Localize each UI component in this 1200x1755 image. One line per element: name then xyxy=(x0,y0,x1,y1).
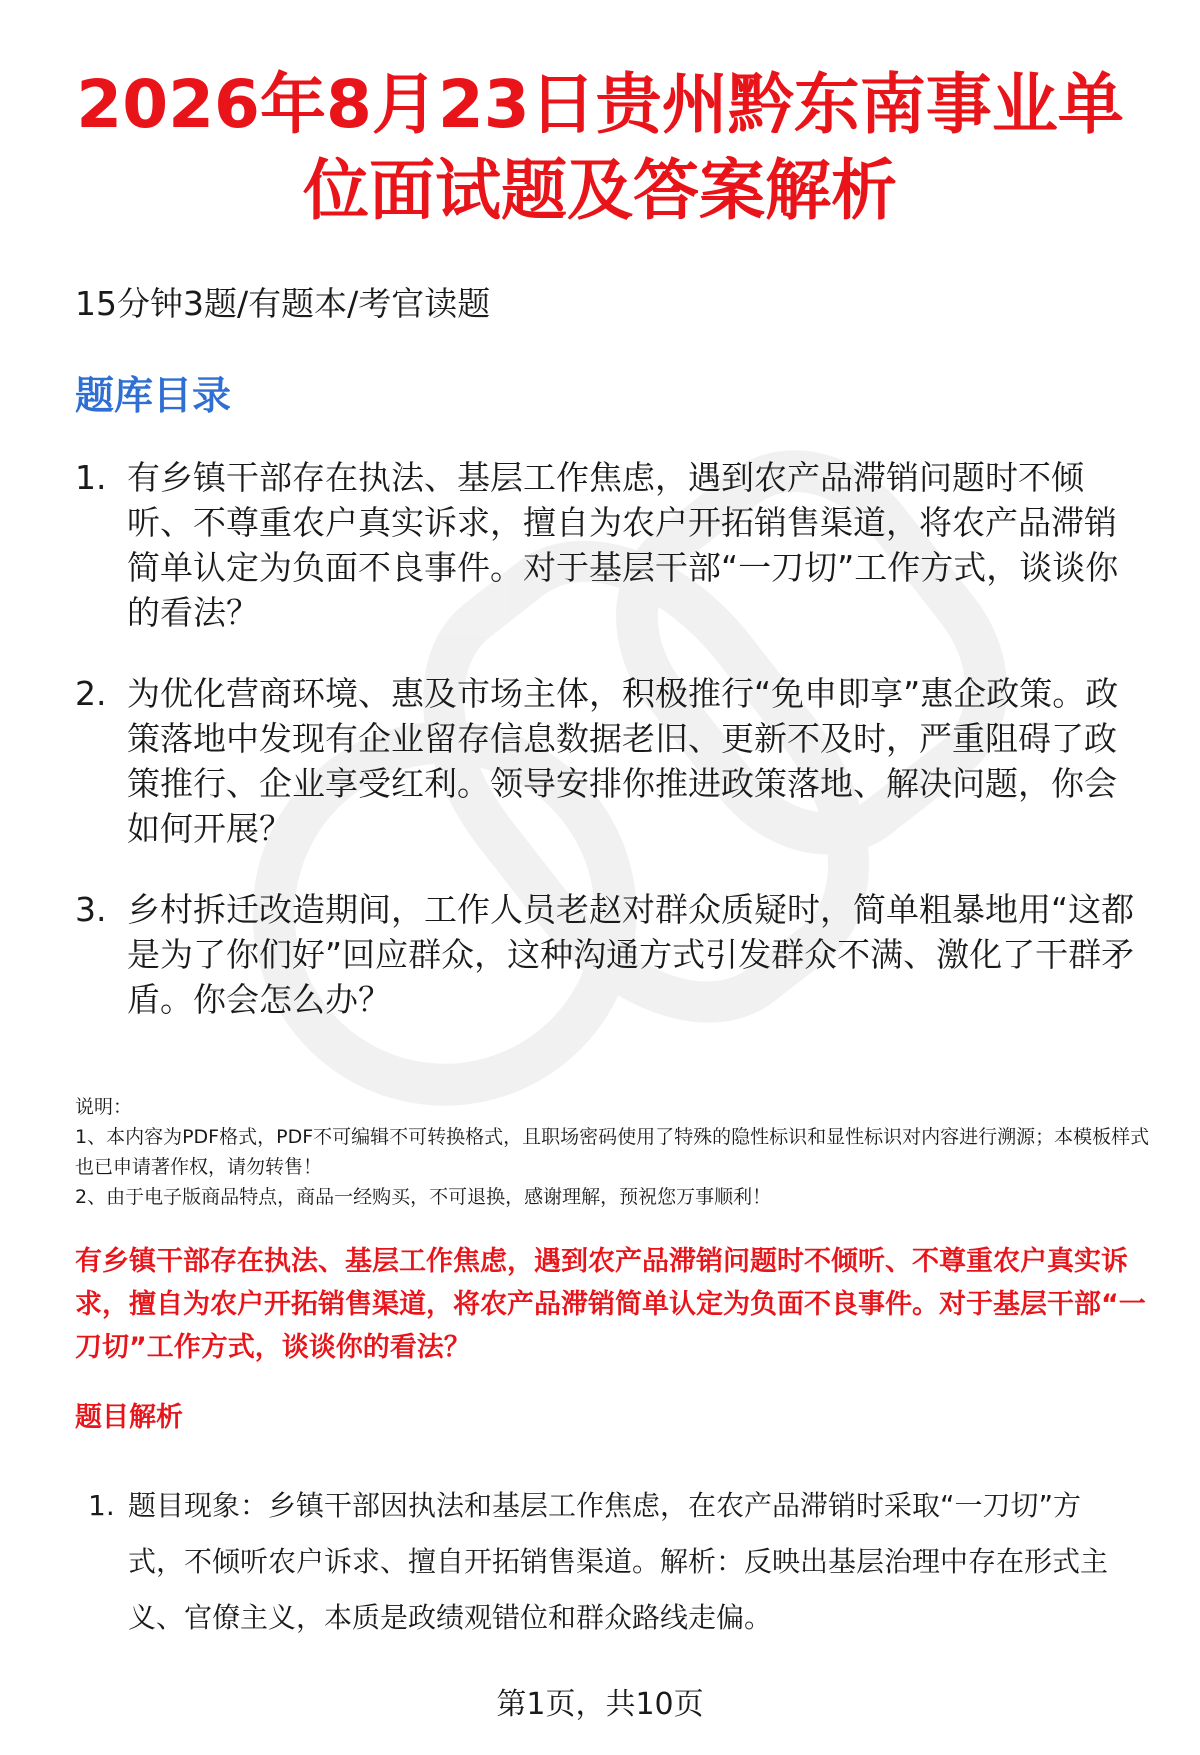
toc-item-text: 为优化营商环境、惠及市场主体，积极推行“免申即享”惠企政策。政策落地中发现有企业留存信息数据老旧、更新不及时，严重阻碍了政策推行、企业享受红利。领导安排你推进政策落地、解决问题，你会如何开展？ xyxy=(127,674,1119,848)
toc-item-number: 3. xyxy=(75,890,107,929)
analysis-list xyxy=(88,1478,1133,1646)
toc-item xyxy=(75,887,1135,1022)
notes-label: 说明： xyxy=(75,1096,133,1118)
toc-item-text: 乡村拆迁改造期间，工作人员老赵对群众质疑时，简单粗暴地用“这都是为了你们好”回应群众，这种沟通方式引发群众不满、激化了干群矛盾。你会怎么办？ xyxy=(127,890,1135,1019)
toc-item xyxy=(75,671,1135,851)
analysis-item-number: 1. xyxy=(88,1489,115,1522)
notes-line: 2、由于电子版商品特点，商品一经购买，不可退换，感谢理解，预祝您万事顺利！ xyxy=(75,1186,772,1208)
analysis-item xyxy=(88,1478,1133,1646)
analysis-heading: 题目解析 xyxy=(75,1402,183,1433)
notes-line: 1、本内容为PDF格式，PDF不可编辑不可转换格式，且职场密码使用了特殊的隐性标识和显性标识对内容进行溯源；本模板样式也已申请著作权，请勿转售！ xyxy=(75,1126,1150,1178)
toc-item-number: 2. xyxy=(75,674,107,713)
page-title: 2026年8月23日贵州黔东南事业单位面试题及答案解析 xyxy=(76,66,1124,229)
toc-item-text: 有乡镇干部存在执法、基层工作焦虑，遇到农产品滞销问题时不倾听、不尊重农户真实诉求，擅自为农户开拓销售渠道，将农产品滞销简单认定为负面不良事件。对于基层干部“一刀切”工作方式，谈谈你的看法？ xyxy=(127,458,1119,632)
toc-list xyxy=(75,455,1135,1058)
question-title: 有乡镇干部存在执法、基层工作焦虑，遇到农产品滞销问题时不倾听、不尊重农户真实诉求，擅自为农户开拓销售渠道，将农产品滞销简单认定为负面不良事件。对于基层干部“一刀切”工作方式，谈谈你的看法？ xyxy=(75,1246,1146,1363)
toc-heading: 题库目录 xyxy=(75,374,232,419)
page-number: 第1页，共10页 xyxy=(496,1687,704,1722)
notes-block xyxy=(75,1092,1160,1212)
exam-format: 15分钟3题/有题本/考官读题 xyxy=(75,284,491,323)
toc-item xyxy=(75,455,1135,635)
analysis-item-text: 题目现象：乡镇干部因执法和基层工作焦虑，在农产品滞销时采取“一刀切”方式，不倾听农户诉求、擅自开拓销售渠道。解析：反映出基层治理中存在形式主义、官僚主义，本质是政绩观错位和群众路线走偏。 xyxy=(128,1489,1109,1634)
toc-item-number: 1. xyxy=(75,458,107,497)
